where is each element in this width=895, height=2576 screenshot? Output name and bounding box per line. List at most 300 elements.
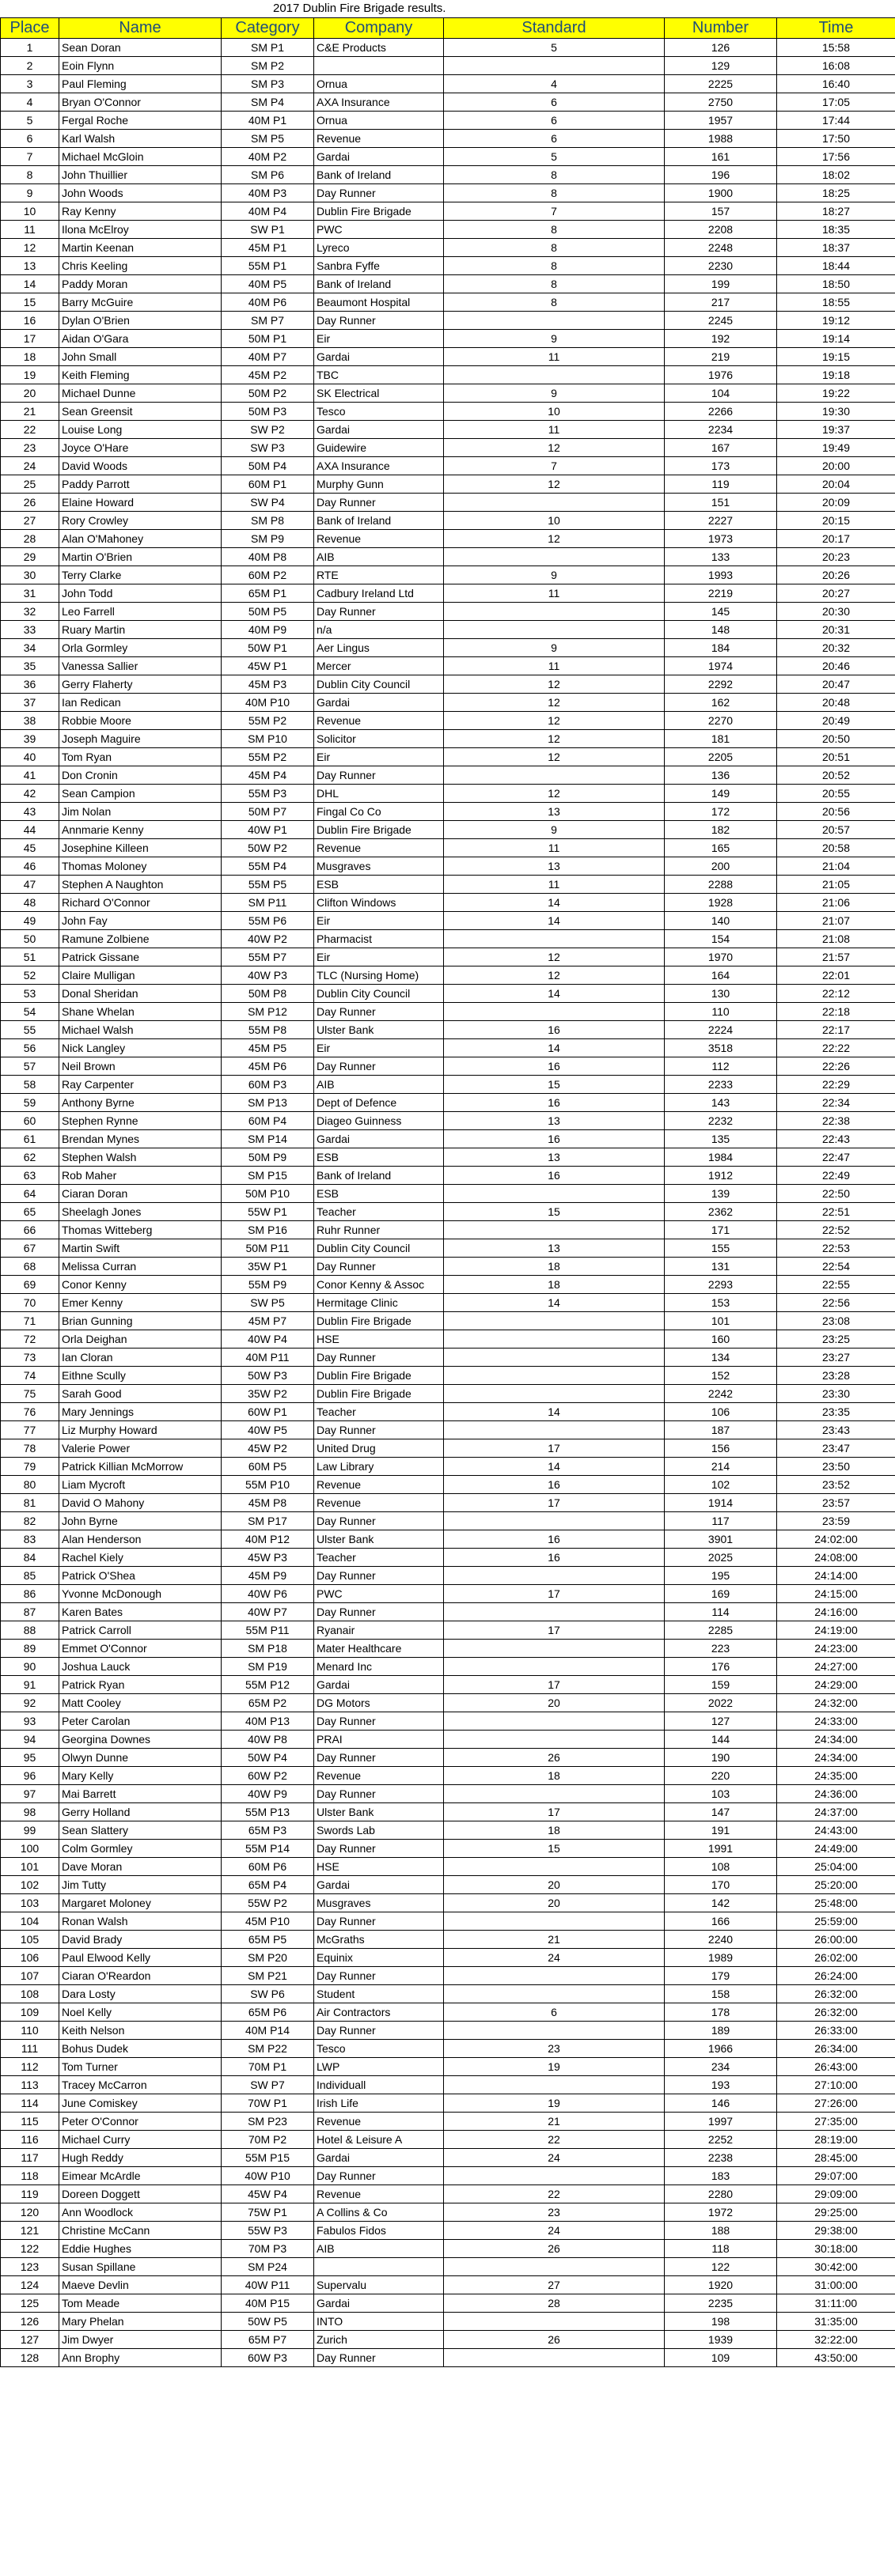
cell-place[interactable]: 125 [1, 2294, 59, 2313]
cell-name[interactable]: Martin O'Brien [59, 548, 222, 566]
cell-time[interactable]: 21:06 [777, 894, 895, 912]
cell-name[interactable]: Ciaran Doran [59, 1185, 222, 1203]
cell-company[interactable]: Day Runner [314, 1349, 444, 1367]
cell-name[interactable]: Susan Spillane [59, 2258, 222, 2276]
cell-standard[interactable]: 16 [444, 1021, 665, 1039]
cell-place[interactable]: 41 [1, 766, 59, 785]
cell-time[interactable]: 17:44 [777, 112, 895, 130]
cell-place[interactable]: 81 [1, 1494, 59, 1512]
cell-company[interactable]: Bank of Ireland [314, 1167, 444, 1185]
cell-category[interactable]: 60M P5 [222, 1458, 314, 1476]
cell-number[interactable]: 188 [665, 2222, 777, 2240]
cell-category[interactable]: 55M P1 [222, 257, 314, 275]
cell-name[interactable]: John Woods [59, 184, 222, 202]
cell-company[interactable]: Dublin Fire Brigade [314, 202, 444, 221]
cell-time[interactable]: 20:58 [777, 839, 895, 857]
cell-time[interactable]: 24:14:00 [777, 1567, 895, 1585]
cell-standard[interactable]: 12 [444, 675, 665, 694]
cell-time[interactable]: 27:26:00 [777, 2094, 895, 2113]
cell-place[interactable]: 39 [1, 730, 59, 748]
cell-standard[interactable]: 14 [444, 1039, 665, 1057]
cell-standard[interactable]: 12 [444, 948, 665, 966]
cell-company[interactable]: Day Runner [314, 1840, 444, 1858]
cell-number[interactable]: 196 [665, 166, 777, 184]
cell-company[interactable]: Day Runner [314, 603, 444, 621]
cell-number[interactable]: 119 [665, 475, 777, 494]
cell-place[interactable]: 107 [1, 1967, 59, 1985]
cell-number[interactable]: 2232 [665, 1112, 777, 1130]
cell-number[interactable]: 2248 [665, 239, 777, 257]
cell-time[interactable]: 26:00:00 [777, 1931, 895, 1949]
cell-category[interactable]: 50M P11 [222, 1239, 314, 1258]
cell-time[interactable]: 18:37 [777, 239, 895, 257]
cell-company[interactable]: Bank of Ireland [314, 512, 444, 530]
cell-company[interactable]: Revenue [314, 2185, 444, 2203]
cell-category[interactable]: SM P24 [222, 2258, 314, 2276]
cell-time[interactable]: 19:14 [777, 330, 895, 348]
cell-place[interactable]: 34 [1, 639, 59, 657]
cell-name[interactable]: Louise Long [59, 421, 222, 439]
cell-category[interactable]: 70M P1 [222, 2058, 314, 2076]
cell-place[interactable]: 61 [1, 1130, 59, 1148]
cell-name[interactable]: Eimear McArdle [59, 2167, 222, 2185]
cell-category[interactable]: SM P19 [222, 1658, 314, 1676]
cell-number[interactable]: 153 [665, 1294, 777, 1312]
cell-standard[interactable] [444, 766, 665, 785]
cell-name[interactable]: Liz Murphy Howard [59, 1421, 222, 1439]
cell-time[interactable]: 25:59:00 [777, 1912, 895, 1931]
cell-number[interactable]: 139 [665, 1185, 777, 1203]
cell-time[interactable]: 20:51 [777, 748, 895, 766]
cell-place[interactable]: 84 [1, 1549, 59, 1567]
cell-time[interactable]: 19:30 [777, 403, 895, 421]
cell-category[interactable]: 65M P4 [222, 1876, 314, 1894]
cell-standard[interactable] [444, 548, 665, 566]
cell-time[interactable]: 23:57 [777, 1494, 895, 1512]
cell-category[interactable]: SM P2 [222, 57, 314, 75]
cell-name[interactable]: Georgina Downes [59, 1731, 222, 1749]
cell-name[interactable]: Brendan Mynes [59, 1130, 222, 1148]
cell-place[interactable]: 122 [1, 2240, 59, 2258]
cell-category[interactable]: 50W P1 [222, 639, 314, 657]
cell-standard[interactable]: 26 [444, 2240, 665, 2258]
cell-number[interactable]: 148 [665, 621, 777, 639]
cell-number[interactable]: 122 [665, 2258, 777, 2276]
cell-time[interactable]: 20:31 [777, 621, 895, 639]
cell-number[interactable]: 118 [665, 2240, 777, 2258]
cell-name[interactable]: Alan Henderson [59, 1530, 222, 1549]
cell-standard[interactable]: 16 [444, 1094, 665, 1112]
cell-name[interactable]: Paul Elwood Kelly [59, 1949, 222, 1967]
cell-category[interactable]: 60W P2 [222, 1767, 314, 1785]
cell-standard[interactable]: 13 [444, 1148, 665, 1167]
cell-category[interactable]: SM P13 [222, 1094, 314, 1112]
cell-name[interactable]: Terry Clarke [59, 566, 222, 584]
cell-company[interactable]: Guidewire [314, 439, 444, 457]
cell-category[interactable]: 40M P6 [222, 293, 314, 312]
cell-name[interactable]: Ian Cloran [59, 1349, 222, 1367]
cell-time[interactable]: 23:28 [777, 1367, 895, 1385]
cell-standard[interactable]: 19 [444, 2058, 665, 2076]
cell-number[interactable]: 1976 [665, 366, 777, 384]
cell-time[interactable]: 31:35:00 [777, 2313, 895, 2331]
cell-time[interactable]: 22:47 [777, 1148, 895, 1167]
cell-category[interactable]: SM P23 [222, 2113, 314, 2131]
cell-category[interactable]: 60M P1 [222, 475, 314, 494]
cell-number[interactable]: 2362 [665, 1203, 777, 1221]
cell-company[interactable]: Day Runner [314, 1057, 444, 1076]
cell-time[interactable]: 22:52 [777, 1221, 895, 1239]
cell-standard[interactable] [444, 2349, 665, 2367]
cell-name[interactable]: Mary Phelan [59, 2313, 222, 2331]
cell-name[interactable]: Stephen Rynne [59, 1112, 222, 1130]
cell-place[interactable]: 18 [1, 348, 59, 366]
cell-number[interactable]: 171 [665, 1221, 777, 1239]
cell-place[interactable]: 4 [1, 93, 59, 112]
cell-place[interactable]: 48 [1, 894, 59, 912]
cell-company[interactable]: Tesco [314, 403, 444, 421]
cell-place[interactable]: 6 [1, 130, 59, 148]
cell-company[interactable]: Day Runner [314, 2349, 444, 2367]
cell-category[interactable]: 45W P1 [222, 657, 314, 675]
cell-place[interactable]: 73 [1, 1349, 59, 1367]
cell-name[interactable]: Maeve Devlin [59, 2276, 222, 2294]
cell-standard[interactable]: 7 [444, 457, 665, 475]
cell-place[interactable]: 10 [1, 202, 59, 221]
cell-number[interactable]: 2292 [665, 675, 777, 694]
cell-place[interactable]: 29 [1, 548, 59, 566]
cell-number[interactable]: 103 [665, 1785, 777, 1803]
cell-name[interactable]: Melissa Curran [59, 1258, 222, 1276]
cell-place[interactable]: 24 [1, 457, 59, 475]
cell-company[interactable]: DHL [314, 785, 444, 803]
cell-company[interactable]: Revenue [314, 1476, 444, 1494]
cell-company[interactable]: Conor Kenny & Assoc [314, 1276, 444, 1294]
cell-number[interactable]: 2025 [665, 1549, 777, 1567]
cell-number[interactable]: 159 [665, 1676, 777, 1694]
cell-category[interactable]: 55M P10 [222, 1476, 314, 1494]
header-category[interactable]: Category [222, 18, 314, 39]
cell-category[interactable]: 50M P9 [222, 1148, 314, 1167]
cell-company[interactable]: Day Runner [314, 1912, 444, 1931]
cell-name[interactable]: John Thuillier [59, 166, 222, 184]
cell-company[interactable]: Individuall [314, 2076, 444, 2094]
cell-time[interactable]: 20:56 [777, 803, 895, 821]
cell-place[interactable]: 25 [1, 475, 59, 494]
cell-number[interactable]: 161 [665, 148, 777, 166]
cell-category[interactable]: SM P9 [222, 530, 314, 548]
cell-company[interactable]: Gardai [314, 1676, 444, 1694]
cell-company[interactable]: Day Runner [314, 1712, 444, 1731]
cell-standard[interactable]: 12 [444, 712, 665, 730]
cell-place[interactable]: 12 [1, 239, 59, 257]
cell-number[interactable]: 191 [665, 1821, 777, 1840]
cell-company[interactable]: Revenue [314, 130, 444, 148]
cell-standard[interactable] [444, 1512, 665, 1530]
cell-category[interactable]: SM P5 [222, 130, 314, 148]
cell-standard[interactable]: 18 [444, 1276, 665, 1294]
cell-place[interactable]: 7 [1, 148, 59, 166]
cell-number[interactable]: 2270 [665, 712, 777, 730]
cell-time[interactable]: 24:16:00 [777, 1603, 895, 1621]
cell-category[interactable]: 40W P2 [222, 930, 314, 948]
cell-time[interactable]: 18:27 [777, 202, 895, 221]
cell-company[interactable]: AIB [314, 548, 444, 566]
cell-category[interactable]: 55W P3 [222, 2222, 314, 2240]
cell-name[interactable]: Chris Keeling [59, 257, 222, 275]
cell-number[interactable]: 1984 [665, 1148, 777, 1167]
cell-standard[interactable]: 15 [444, 1203, 665, 1221]
cell-standard[interactable]: 14 [444, 985, 665, 1003]
cell-standard[interactable]: 18 [444, 1258, 665, 1276]
cell-standard[interactable]: 12 [444, 475, 665, 494]
cell-category[interactable]: 40W P5 [222, 1421, 314, 1439]
cell-time[interactable]: 24:23:00 [777, 1640, 895, 1658]
cell-standard[interactable] [444, 1567, 665, 1585]
cell-number[interactable]: 130 [665, 985, 777, 1003]
cell-time[interactable]: 25:20:00 [777, 1876, 895, 1894]
cell-category[interactable]: 45W P4 [222, 2185, 314, 2203]
cell-company[interactable]: INTO [314, 2313, 444, 2331]
cell-place[interactable]: 119 [1, 2185, 59, 2203]
cell-standard[interactable]: 14 [444, 1294, 665, 1312]
cell-name[interactable]: Robbie Moore [59, 712, 222, 730]
cell-company[interactable]: Law Library [314, 1458, 444, 1476]
cell-category[interactable]: SM P3 [222, 75, 314, 93]
cell-time[interactable]: 29:07:00 [777, 2167, 895, 2185]
cell-name[interactable]: Jim Tutty [59, 1876, 222, 1894]
cell-time[interactable]: 30:18:00 [777, 2240, 895, 2258]
cell-category[interactable]: 50M P2 [222, 384, 314, 403]
cell-company[interactable]: Musgraves [314, 857, 444, 876]
cell-name[interactable]: Conor Kenny [59, 1276, 222, 1294]
cell-name[interactable]: Josephine Killeen [59, 839, 222, 857]
cell-number[interactable]: 2235 [665, 2294, 777, 2313]
cell-company[interactable]: Ulster Bank [314, 1021, 444, 1039]
cell-place[interactable]: 98 [1, 1803, 59, 1821]
cell-company[interactable]: PRAI [314, 1731, 444, 1749]
cell-number[interactable]: 102 [665, 1476, 777, 1494]
cell-category[interactable]: 40M P14 [222, 2022, 314, 2040]
cell-company[interactable]: ESB [314, 1185, 444, 1203]
cell-standard[interactable]: 8 [444, 293, 665, 312]
cell-category[interactable]: SM P6 [222, 166, 314, 184]
cell-standard[interactable]: 8 [444, 221, 665, 239]
cell-category[interactable]: 45W P3 [222, 1549, 314, 1567]
cell-place[interactable]: 72 [1, 1330, 59, 1349]
cell-place[interactable]: 78 [1, 1439, 59, 1458]
cell-category[interactable]: 40W P8 [222, 1731, 314, 1749]
cell-place[interactable]: 46 [1, 857, 59, 876]
cell-name[interactable]: Paddy Parrott [59, 475, 222, 494]
cell-standard[interactable] [444, 1185, 665, 1203]
cell-category[interactable]: 65M P6 [222, 2003, 314, 2022]
cell-standard[interactable]: 15 [444, 1076, 665, 1094]
cell-category[interactable]: 55M P14 [222, 1840, 314, 1858]
cell-standard[interactable] [444, 2076, 665, 2094]
cell-standard[interactable] [444, 312, 665, 330]
cell-place[interactable]: 55 [1, 1021, 59, 1039]
cell-place[interactable]: 52 [1, 966, 59, 985]
cell-place[interactable]: 85 [1, 1567, 59, 1585]
cell-time[interactable]: 28:45:00 [777, 2149, 895, 2167]
cell-category[interactable]: 50W P2 [222, 839, 314, 857]
cell-time[interactable]: 20:32 [777, 639, 895, 657]
cell-time[interactable]: 19:12 [777, 312, 895, 330]
cell-company[interactable]: HSE [314, 1858, 444, 1876]
cell-number[interactable]: 1974 [665, 657, 777, 675]
cell-category[interactable]: 40M P3 [222, 184, 314, 202]
cell-number[interactable]: 2285 [665, 1621, 777, 1640]
cell-number[interactable]: 145 [665, 603, 777, 621]
cell-time[interactable]: 24:08:00 [777, 1549, 895, 1567]
cell-category[interactable]: 60M P2 [222, 566, 314, 584]
cell-category[interactable]: 55M P2 [222, 712, 314, 730]
cell-place[interactable]: 9 [1, 184, 59, 202]
cell-number[interactable]: 217 [665, 293, 777, 312]
cell-category[interactable]: 40W P10 [222, 2167, 314, 2185]
cell-category[interactable]: SM P8 [222, 512, 314, 530]
cell-number[interactable]: 193 [665, 2076, 777, 2094]
cell-company[interactable]: Murphy Gunn [314, 475, 444, 494]
cell-company[interactable]: n/a [314, 621, 444, 639]
cell-standard[interactable]: 11 [444, 657, 665, 675]
cell-category[interactable]: 45M P5 [222, 1039, 314, 1057]
cell-place[interactable]: 40 [1, 748, 59, 766]
cell-place[interactable]: 101 [1, 1858, 59, 1876]
cell-time[interactable]: 22:49 [777, 1167, 895, 1185]
cell-time[interactable]: 20:26 [777, 566, 895, 584]
cell-category[interactable]: SW P5 [222, 1294, 314, 1312]
cell-name[interactable]: Patrick O'Shea [59, 1567, 222, 1585]
cell-category[interactable]: 45M P8 [222, 1494, 314, 1512]
cell-time[interactable]: 22:17 [777, 1021, 895, 1039]
cell-time[interactable]: 23:52 [777, 1476, 895, 1494]
cell-number[interactable]: 234 [665, 2058, 777, 2076]
cell-place[interactable]: 54 [1, 1003, 59, 1021]
cell-category[interactable]: 40W P7 [222, 1603, 314, 1621]
cell-category[interactable]: 40W P9 [222, 1785, 314, 1803]
cell-time[interactable]: 24:35:00 [777, 1767, 895, 1785]
cell-category[interactable]: 50W P5 [222, 2313, 314, 2331]
cell-number[interactable]: 1912 [665, 1167, 777, 1185]
cell-place[interactable]: 76 [1, 1403, 59, 1421]
cell-company[interactable]: McGraths [314, 1931, 444, 1949]
cell-company[interactable]: TLC (Nursing Home) [314, 966, 444, 985]
cell-standard[interactable]: 8 [444, 166, 665, 184]
cell-number[interactable]: 157 [665, 202, 777, 221]
cell-time[interactable]: 19:49 [777, 439, 895, 457]
cell-number[interactable]: 220 [665, 1767, 777, 1785]
cell-time[interactable]: 24:49:00 [777, 1840, 895, 1858]
cell-category[interactable]: 45M P1 [222, 239, 314, 257]
cell-name[interactable]: Michael Walsh [59, 1021, 222, 1039]
cell-category[interactable]: SM P4 [222, 93, 314, 112]
cell-time[interactable]: 24:02:00 [777, 1530, 895, 1549]
cell-company[interactable]: Gardai [314, 348, 444, 366]
cell-place[interactable]: 47 [1, 876, 59, 894]
cell-company[interactable]: Student [314, 1985, 444, 2003]
cell-number[interactable]: 223 [665, 1640, 777, 1658]
cell-time[interactable]: 19:37 [777, 421, 895, 439]
cell-standard[interactable] [444, 603, 665, 621]
cell-name[interactable]: Don Cronin [59, 766, 222, 785]
cell-time[interactable]: 22:56 [777, 1294, 895, 1312]
cell-name[interactable]: Sarah Good [59, 1385, 222, 1403]
cell-place[interactable]: 31 [1, 584, 59, 603]
cell-time[interactable]: 26:34:00 [777, 2040, 895, 2058]
cell-name[interactable]: Karen Bates [59, 1603, 222, 1621]
cell-standard[interactable] [444, 1640, 665, 1658]
cell-name[interactable]: Joshua Lauck [59, 1658, 222, 1676]
cell-place[interactable]: 92 [1, 1694, 59, 1712]
cell-time[interactable]: 27:35:00 [777, 2113, 895, 2131]
cell-name[interactable]: Stephen A Naughton [59, 876, 222, 894]
header-time[interactable]: Time [777, 18, 895, 39]
cell-standard[interactable] [444, 1330, 665, 1349]
cell-category[interactable]: 65M P2 [222, 1694, 314, 1712]
cell-category[interactable]: SM P20 [222, 1949, 314, 1967]
cell-time[interactable]: 22:43 [777, 1130, 895, 1148]
cell-place[interactable]: 68 [1, 1258, 59, 1276]
cell-company[interactable]: Eir [314, 748, 444, 766]
cell-company[interactable]: AIB [314, 2240, 444, 2258]
cell-name[interactable]: Ian Redican [59, 694, 222, 712]
cell-number[interactable]: 1966 [665, 2040, 777, 2058]
cell-company[interactable]: Eir [314, 912, 444, 930]
cell-time[interactable]: 27:10:00 [777, 2076, 895, 2094]
cell-standard[interactable]: 12 [444, 694, 665, 712]
cell-standard[interactable] [444, 2167, 665, 2185]
cell-company[interactable]: Day Runner [314, 494, 444, 512]
cell-name[interactable]: Mai Barrett [59, 1785, 222, 1803]
cell-company[interactable]: Revenue [314, 712, 444, 730]
cell-category[interactable]: 55M P11 [222, 1621, 314, 1640]
cell-number[interactable]: 158 [665, 1985, 777, 2003]
cell-number[interactable]: 172 [665, 803, 777, 821]
cell-name[interactable]: Tracey McCarron [59, 2076, 222, 2094]
cell-company[interactable]: Day Runner [314, 1603, 444, 1621]
cell-number[interactable]: 127 [665, 1712, 777, 1731]
cell-time[interactable]: 26:02:00 [777, 1949, 895, 1967]
cell-number[interactable]: 2293 [665, 1276, 777, 1294]
cell-category[interactable]: 40W P1 [222, 821, 314, 839]
cell-place[interactable]: 44 [1, 821, 59, 839]
cell-standard[interactable] [444, 1967, 665, 1985]
cell-name[interactable]: Nick Langley [59, 1039, 222, 1057]
cell-place[interactable]: 62 [1, 1148, 59, 1167]
cell-standard[interactable] [444, 930, 665, 948]
cell-time[interactable]: 26:43:00 [777, 2058, 895, 2076]
cell-name[interactable]: Shane Whelan [59, 1003, 222, 1021]
cell-time[interactable]: 23:59 [777, 1512, 895, 1530]
cell-standard[interactable]: 17 [444, 1439, 665, 1458]
cell-time[interactable]: 43:50:00 [777, 2349, 895, 2367]
cell-number[interactable]: 143 [665, 1094, 777, 1112]
cell-category[interactable]: 50M P8 [222, 985, 314, 1003]
cell-company[interactable]: Aer Lingus [314, 639, 444, 657]
cell-time[interactable]: 21:05 [777, 876, 895, 894]
cell-standard[interactable]: 9 [444, 384, 665, 403]
cell-name[interactable]: Rachel Kiely [59, 1549, 222, 1567]
cell-standard[interactable]: 13 [444, 1239, 665, 1258]
cell-time[interactable]: 18:44 [777, 257, 895, 275]
cell-number[interactable]: 182 [665, 821, 777, 839]
cell-name[interactable]: Eithne Scully [59, 1367, 222, 1385]
cell-time[interactable]: 23:25 [777, 1330, 895, 1349]
cell-number[interactable]: 173 [665, 457, 777, 475]
cell-time[interactable]: 26:24:00 [777, 1967, 895, 1985]
